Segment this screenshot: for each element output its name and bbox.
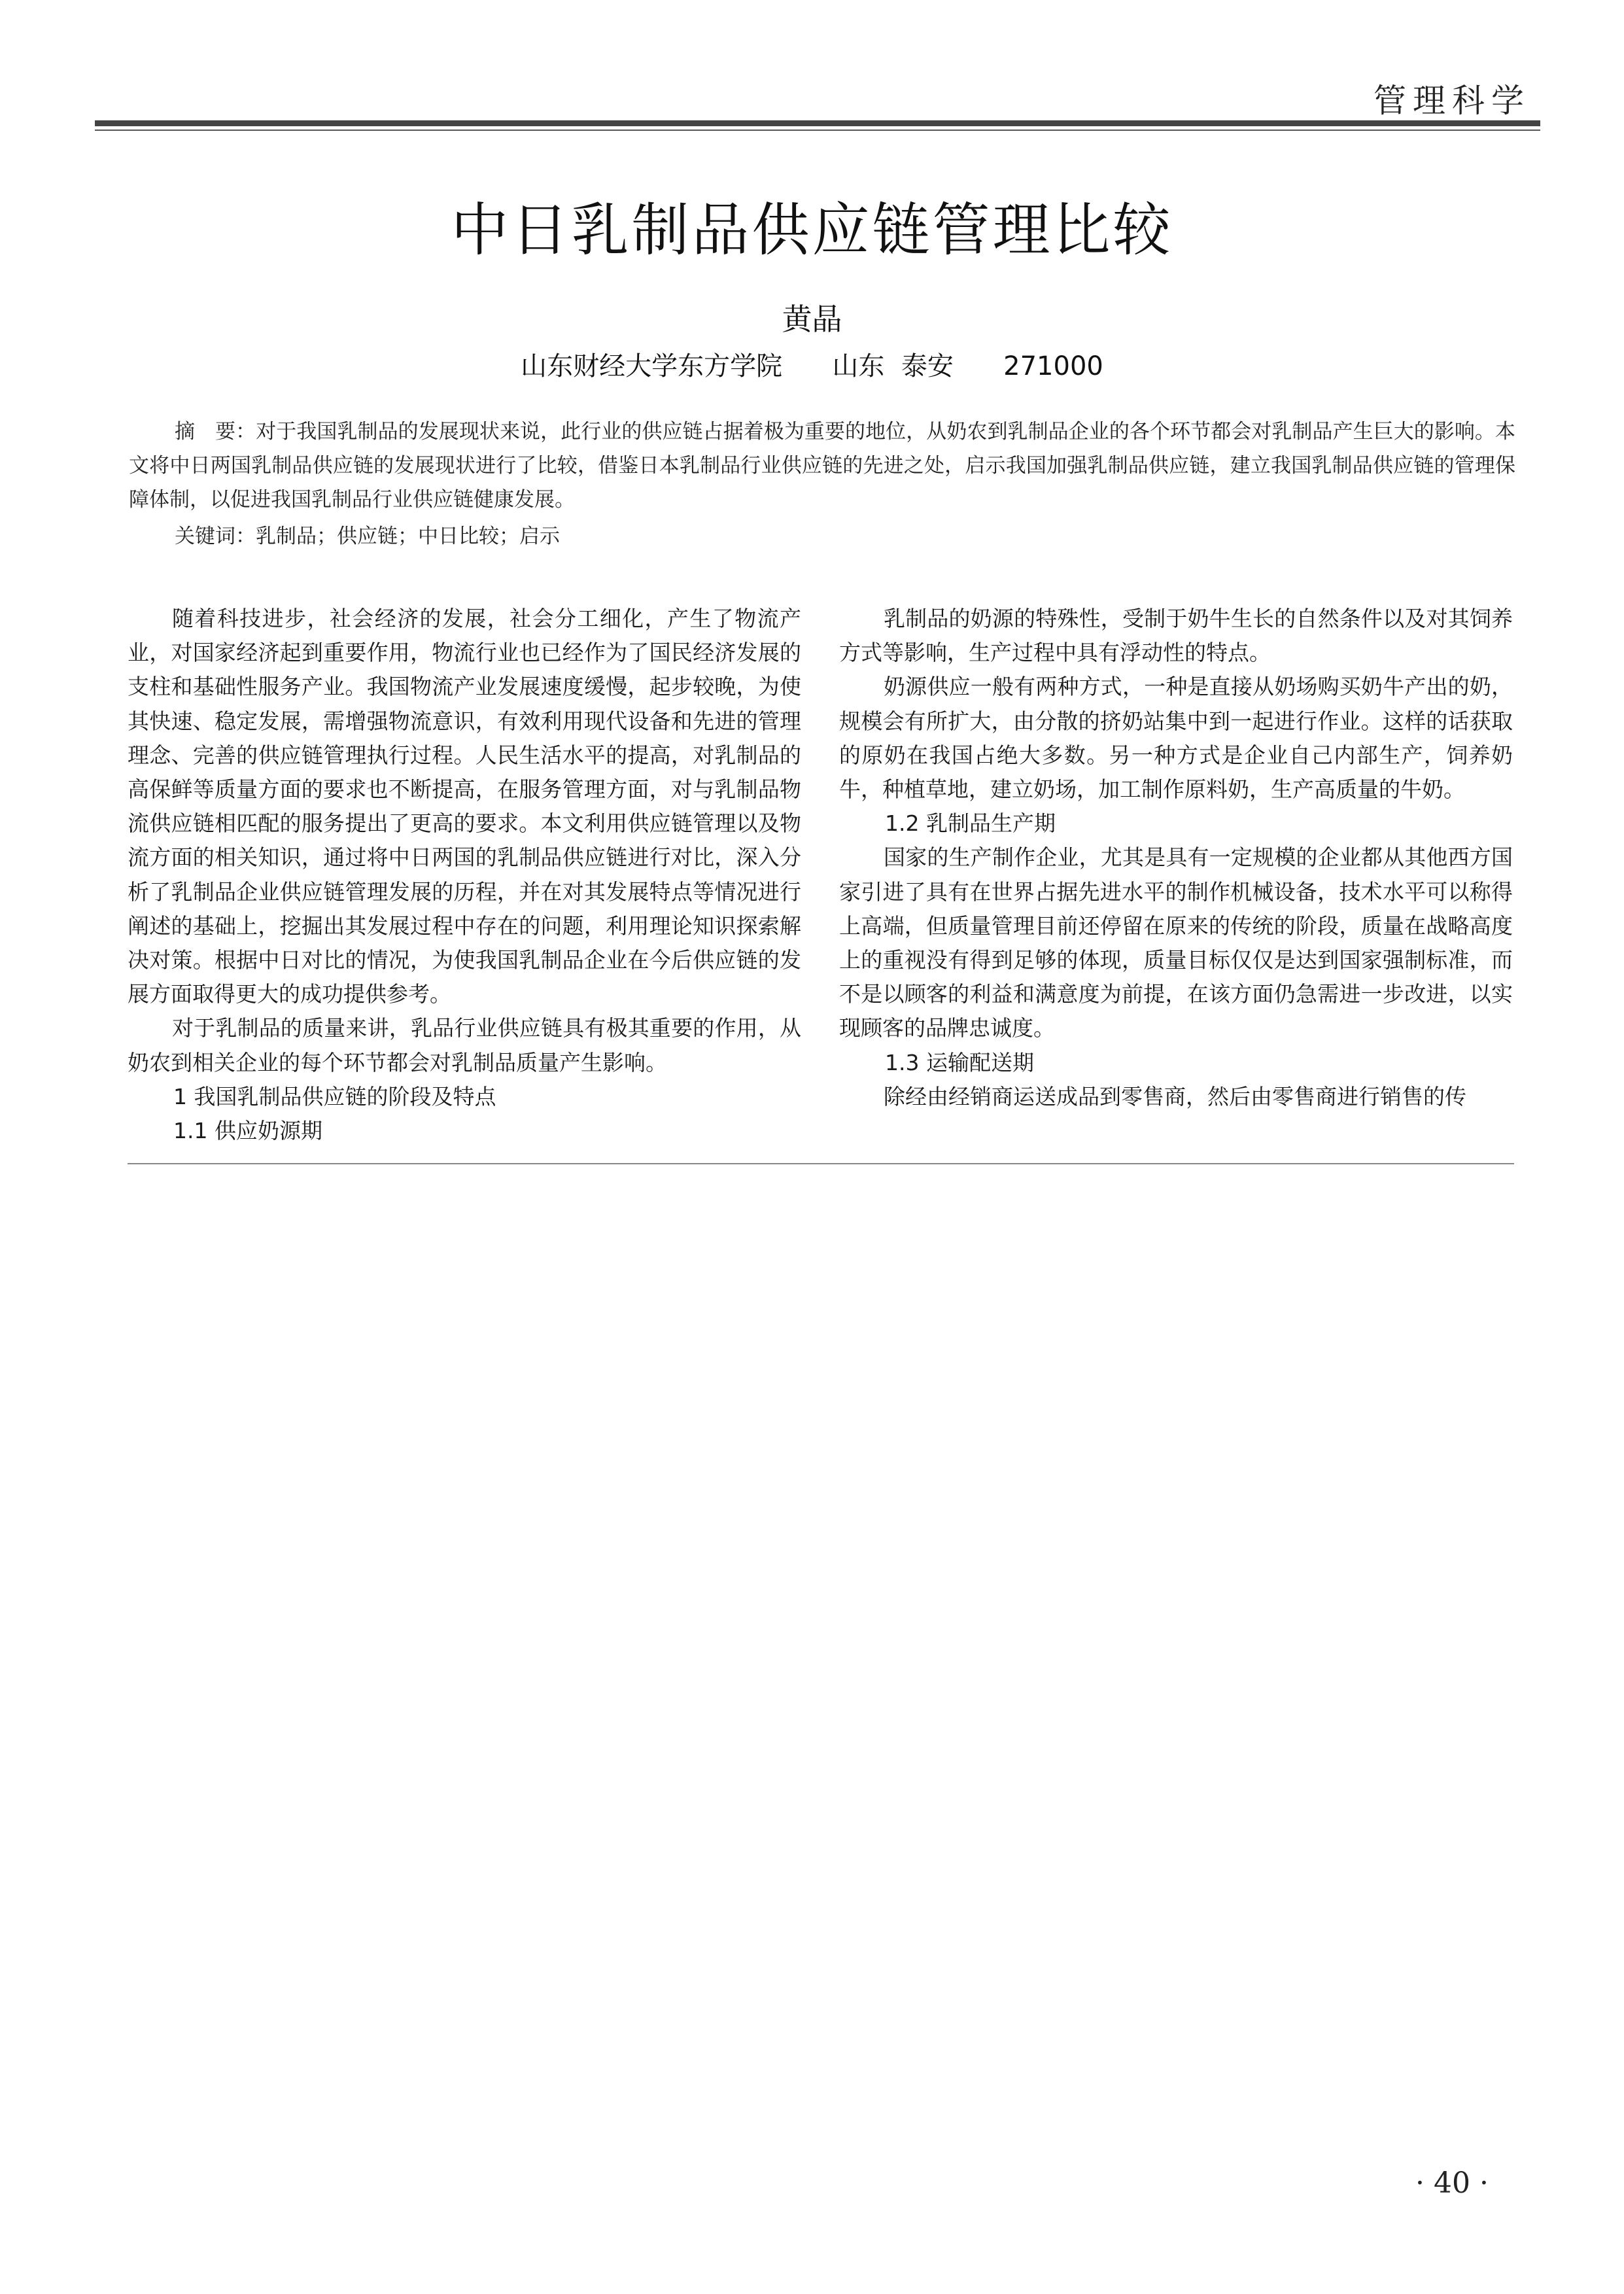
section-heading: 1 我国乳制品供应链的阶段及特点: [173, 1083, 496, 1109]
journal-name: 管理科学: [1373, 82, 1530, 120]
body-paragraph: 除经由经销商运送成品到零售商，然后由零售商进行销售的传: [884, 1083, 1466, 1109]
abstract-label: 摘 要：: [175, 420, 256, 443]
content-end-rule: [128, 1163, 1514, 1164]
body-paragraph: 乳制品的奶源的特殊性，受制于奶牛生长的自然条件以及对其饲养方式等影响，生产过程中具有浮动性的特点。: [839, 606, 1513, 666]
body-column-right: [839, 602, 1513, 1114]
subsection-heading: 1.1 供应奶源期: [173, 1118, 322, 1144]
abstract-text: 对于我国乳制品的发展现状来说，此行业的供应链占据着极为重要的地位，从奶农到乳制品企业的各个环节都会对乳制品产生巨大的影响。本文将中日两国乳制品供应链的发展现状进行了比较，借鉴日本乳制品行业供应链的先进之处，启示我国加强乳制品供应链，建立我国乳制品供应链的管理保障体制，以促进我国乳制品行业供应链健康发展。: [129, 420, 1515, 512]
body-paragraph: 奶源供应一般有两种方式，一种是直接从奶场购买奶牛产出的奶，规模会有所扩大，由分散的挤奶站集中到一起进行作业。这样的话获取的原奶在我国占绝大多数。另一种方式是企业自己内部生产，饲养奶牛，种植草地，建立奶场，加工制作原料奶，生产高质量的牛奶。: [839, 674, 1513, 803]
keywords: [129, 519, 1515, 553]
page-number: · 40 ·: [1415, 2166, 1489, 2200]
header-rule: [95, 120, 1540, 126]
subsection-heading: 1.3 运输配送期: [885, 1049, 1034, 1075]
subsection-heading: 1.2 乳制品生产期: [885, 810, 1056, 837]
article-title: 中日乳制品供应链管理比较: [451, 196, 1173, 264]
article-affiliation: 山东财经大学东方学院 山东 泰安 271000: [521, 351, 1103, 381]
article-author: 黄晶: [782, 302, 842, 337]
abstract: [129, 415, 1515, 517]
keywords-label: 关键词：: [175, 525, 256, 548]
body-column-left: [128, 602, 801, 1148]
body-paragraph: 对于乳制品的质量来讲，乳品行业供应链具有极其重要的作用，从奶农到相关企业的每个环节都会对乳制品质量产生影响。: [128, 1015, 801, 1075]
header-rule-thin: [95, 130, 1540, 131]
body-paragraph: 国家的生产制作企业，尤其是具有一定规模的企业都从其他西方国家引进了具有在世界占据先进水平的制作机械设备，技术水平可以称得上高端，但质量管理目前还停留在原来的传统的阶段，质量在战略高度上的重视没有得到足够的体现，质量目标仅仅是达到国家强制标准，而不是以顾客的利益和满意度为前提，在该方面仍急需进一步改进，以实现顾客的品牌忠诚度。: [839, 844, 1513, 1041]
body-paragraph: 随着科技进步，社会经济的发展，社会分工细化，产生了物流产业，对国家经济起到重要作用，物流行业也已经作为了国民经济发展的支柱和基础性服务产业。我国物流产业发展速度缓慢，起步较晚，为使其快速、稳定发展，需增强物流意识，有效利用现代设备和先进的管理理念、完善的供应链管理执行过程。人民生活水平的提高，对乳制品的高保鲜等质量方面的要求也不断提高，在服务管理方面，对与乳制品物流供应链相匹配的服务提出了更高的要求。本文利用供应链管理以及物流方面的相关知识，通过将中日两国的乳制品供应链进行对比，深入分析了乳制品企业供应链管理发展的历程，并在对其发展特点等情况进行阐述的基础上，挖掘出其发展过程中存在的问题，利用理论知识探索解决对策。根据中日对比的情况，为使我国乳制品企业在今后供应链的发展方面取得更大的成功提供参考。: [128, 606, 801, 1007]
keywords-text: 乳制品；供应链；中日比较；启示: [256, 525, 560, 548]
